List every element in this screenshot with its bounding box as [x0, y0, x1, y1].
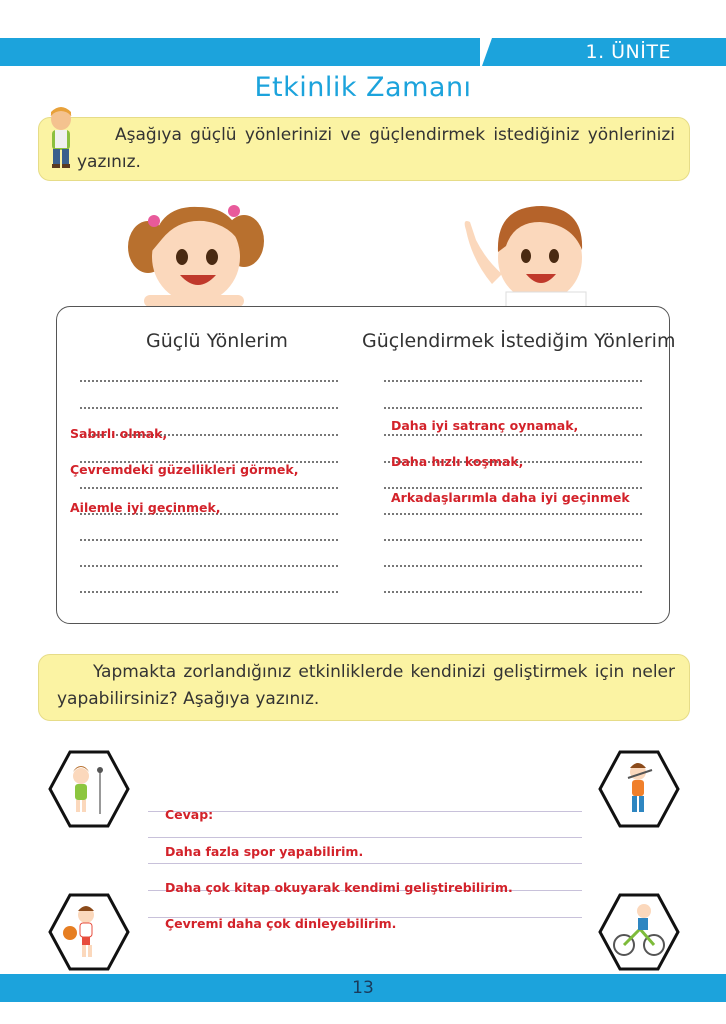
strength-answer: Ailemle iyi geçinmek, — [70, 500, 221, 515]
page-title: Etkinlik Zamanı — [254, 72, 472, 103]
writing-line — [80, 591, 338, 593]
unit-label: 1. ÜNİTE — [585, 41, 671, 63]
writing-line — [384, 539, 642, 541]
answer-text: Çevremi daha çok dinleyebilirim. — [165, 916, 397, 931]
writing-line — [80, 539, 338, 541]
cyclist-boy-icon — [598, 893, 680, 971]
writing-line — [384, 565, 642, 567]
answer-text: Daha çok kitap okuyarak kendimi geliştirebilirim. — [165, 880, 513, 895]
writing-line — [384, 434, 642, 436]
instruction-box-2 — [38, 654, 690, 721]
writing-line — [80, 565, 338, 567]
writing-line — [384, 380, 642, 382]
answer-line — [148, 863, 582, 864]
instruction-text-1: Aşağıya güçlü yönlerinizi ve güçlendirmek istediğiniz yönlerinizi yazınız. — [77, 125, 675, 172]
writing-line — [384, 513, 642, 515]
improvement-answer: Daha hızlı koşmak, — [391, 454, 524, 469]
basketball-girl-icon — [48, 893, 130, 971]
improvement-answer: Daha iyi satranç oynamak, — [391, 418, 579, 433]
singer-girl-icon — [48, 750, 130, 828]
instruction-box-1 — [38, 117, 690, 181]
writing-line — [384, 487, 642, 489]
boy-illustration — [462, 200, 597, 307]
strengths-heading: Güçlü Yönlerim — [146, 330, 288, 352]
girl-illustration — [120, 195, 270, 307]
answer-label: Cevap: — [165, 807, 214, 822]
header-band — [0, 38, 726, 66]
instruction-text-2: Yapmakta zorlandığınız etkinliklerde kendinizi geliştirmek için neler yapabilirsiniz? Aşağıya yazınız. — [57, 662, 675, 709]
writing-line — [384, 591, 642, 593]
flute-boy-icon — [598, 750, 680, 828]
writing-line — [384, 407, 642, 409]
mascot-boy-icon — [44, 104, 78, 174]
answer-line — [148, 837, 582, 838]
improvements-heading: Güçlendirmek İstediğim Yönlerim — [362, 330, 676, 352]
writing-line — [80, 487, 338, 489]
writing-line — [80, 380, 338, 382]
answer-text: Daha fazla spor yapabilirim. — [165, 844, 364, 859]
strength-answer: Sabırlı olmak, — [70, 426, 168, 441]
strength-answer: Çevremdeki güzellikleri görmek, — [70, 462, 299, 477]
writing-line — [80, 407, 338, 409]
page-number: 13 — [352, 978, 374, 998]
improvement-answer: Arkadaşlarımla daha iyi geçinmek — [391, 490, 630, 505]
